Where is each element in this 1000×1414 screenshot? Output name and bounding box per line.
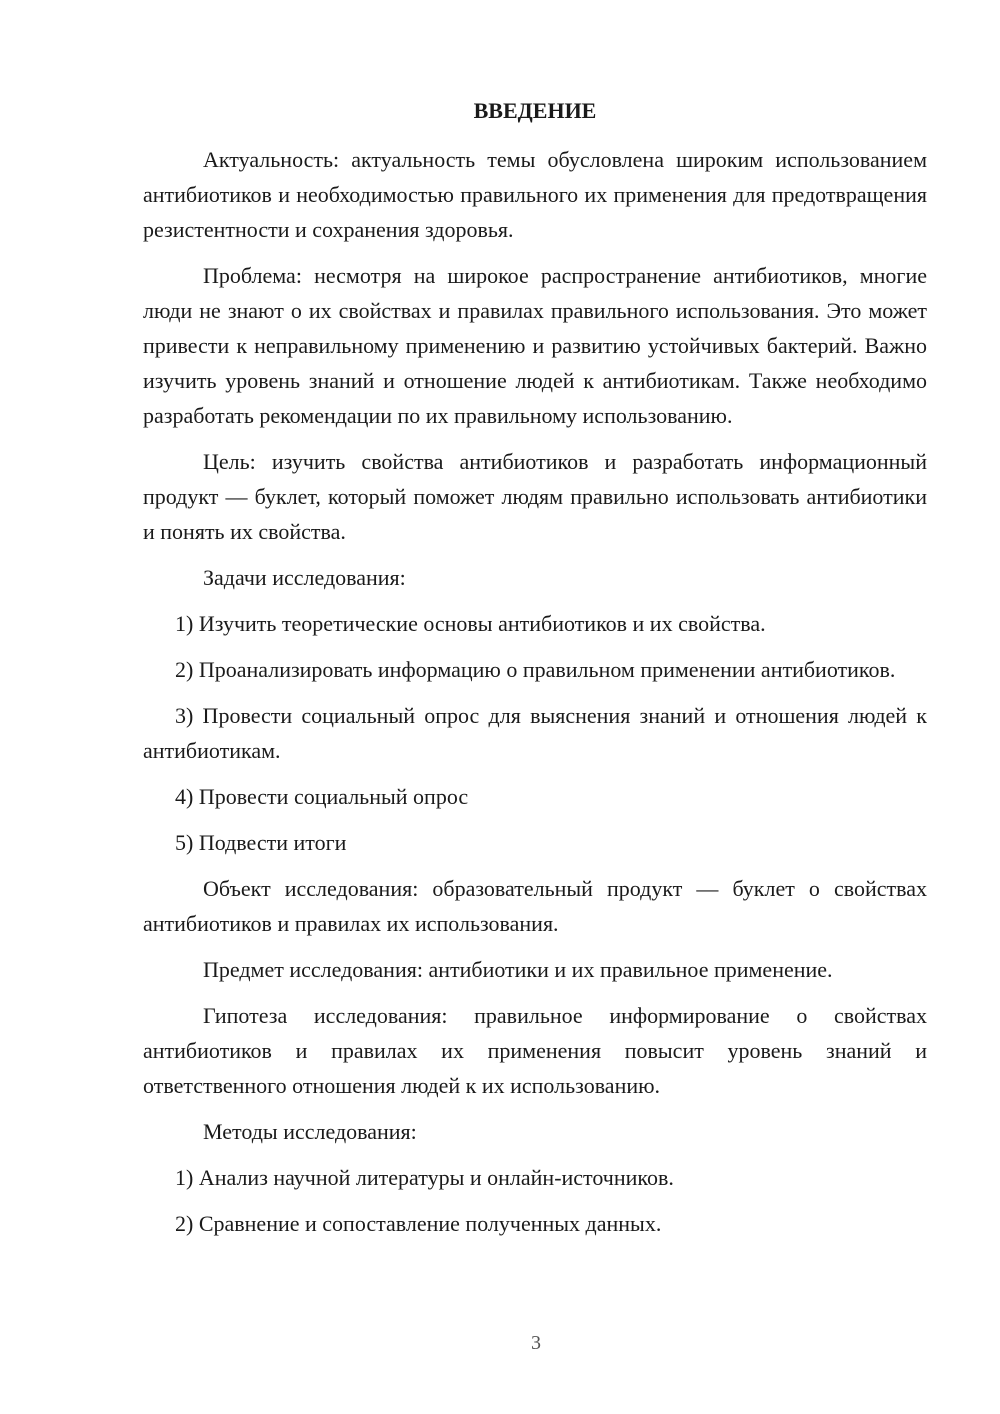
relevance-paragraph: Актуальность: актуальность темы обусловлена широким использованием антибиотиков и необходимостью правильного их применения для предотвращения резистентности и сохранения здоровья. — [143, 147, 927, 242]
goal-paragraph: Цель: изучить свойства антибиотиков и разработать информационный продукт — буклет, который поможет людям правильно использовать антибиотики и понять их свойства. — [143, 449, 927, 544]
subject-paragraph: Предмет исследования: антибиотики и их правильное применение. — [203, 957, 833, 982]
task-item-2: 2) Проанализировать информацию о правильном применении антибиотиков. — [175, 657, 896, 682]
page-content — [143, 96, 927, 1252]
task-item-3: 3) Провести социальный опрос для выяснения знаний и отношения людей к антибиотикам. — [143, 703, 927, 763]
tasks-title: Задачи исследования: — [203, 565, 406, 590]
task-item-1: 1) Изучить теоретические основы антибиотиков и их свойства. — [175, 611, 766, 636]
object-paragraph: Объект исследования: образовательный продукт — буклет о свойствах антибиотиков и правилах их использования. — [143, 876, 927, 936]
hypothesis-paragraph: Гипотеза исследования: правильное информирование о свойствах антибиотиков и правилах их применения повысит уровень знаний и ответственного отношения людей к их использованию. — [143, 1003, 927, 1098]
problem-paragraph: Проблема: несмотря на широкое распространение антибиотиков, многие люди не знают о их свойствах и правилах правильного использования. Это может привести к неправильному применению и развитию устойчивых бактерий. Важно изучить уровень знаний и отношение людей к антибиотикам. Также необходимо разработать рекомендации по их правильному использованию. — [143, 263, 927, 428]
section-heading: ВВЕДЕНИЕ — [473, 98, 597, 123]
page-number: 3 — [531, 1332, 541, 1354]
methods-title: Методы исследования: — [203, 1119, 417, 1144]
method-item-1: 1) Анализ научной литературы и онлайн-источников. — [175, 1165, 674, 1190]
task-item-4: 4) Провести социальный опрос — [175, 784, 469, 809]
method-item-2: 2) Сравнение и сопоставление полученных данных. — [175, 1211, 662, 1236]
task-item-5: 5) Подвести итоги — [175, 830, 347, 855]
